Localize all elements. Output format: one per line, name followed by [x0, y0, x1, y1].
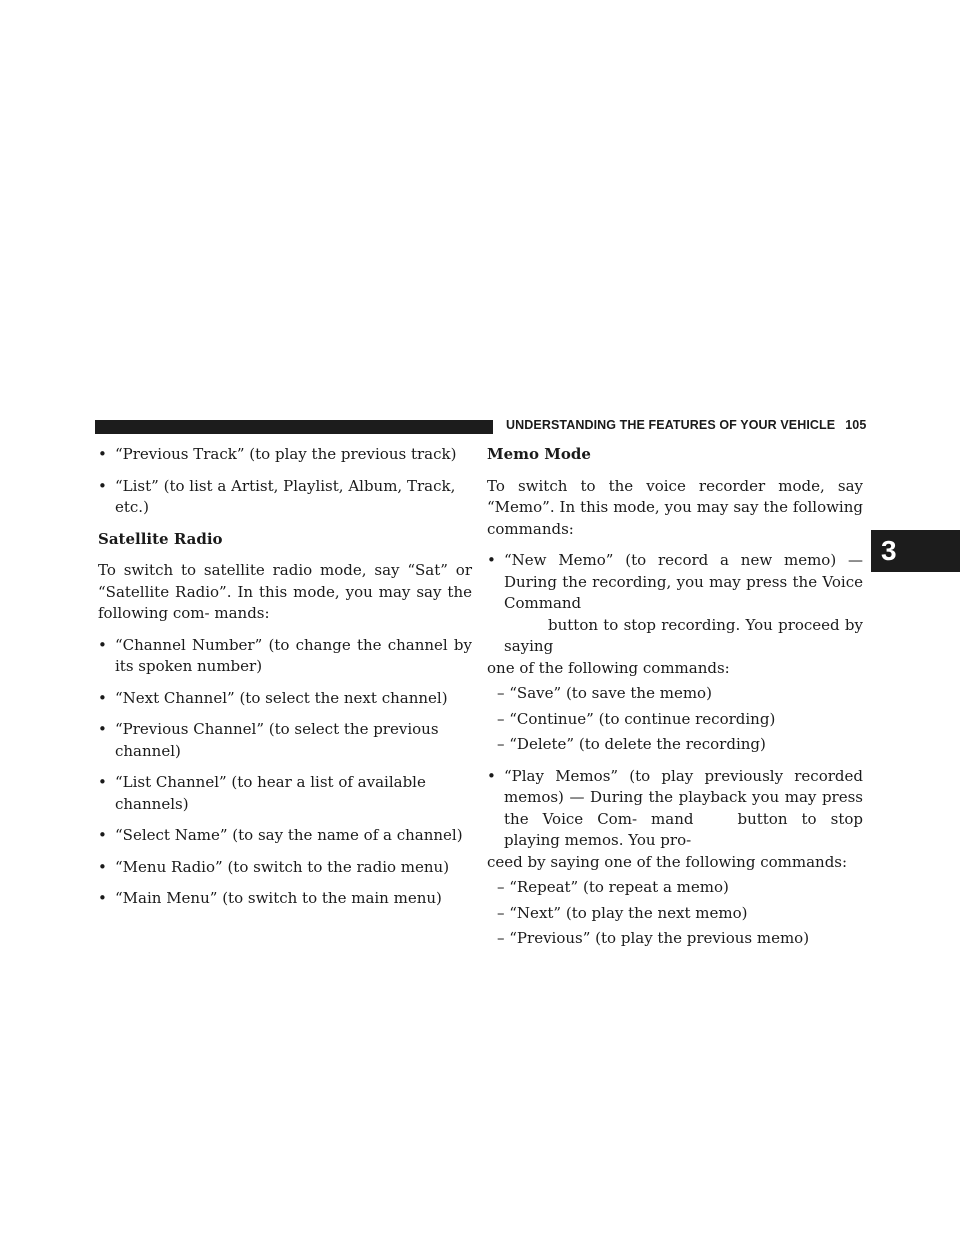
header-rule — [95, 420, 493, 434]
bullet-icon: • — [98, 826, 107, 844]
sub-item: – “Next” (to play the next memo) — [497, 903, 748, 922]
page-number: 105 — [845, 418, 867, 432]
bullet-icon: • — [98, 445, 107, 463]
sub-item: – “Delete” (to delete the recording) — [497, 735, 766, 753]
play-memos-text-cont: button to stop playing memos. You pro- — [504, 809, 863, 849]
running-header — [506, 418, 866, 432]
bullet-icon: • — [98, 857, 107, 876]
list-item — [98, 688, 472, 710]
new-memo-text-cont: button to stop recording. You proceed by saying — [504, 615, 863, 655]
list-item — [98, 476, 472, 519]
list-item — [98, 825, 472, 847]
list-item — [98, 857, 472, 879]
play-memos-text: “Play Memos” (to play previously recorded memos) — During the playback you may press the Voice Com- mand — [504, 766, 863, 828]
chapter-tab — [871, 530, 960, 572]
list-item — [98, 888, 472, 910]
bullet-icon: • — [98, 476, 107, 495]
sub-item: – “Continue” (to continue recording) — [497, 709, 776, 728]
memo-intro: To switch to the voice recorder mode, say “Memo”. In this mode, you may say the following commands: — [487, 476, 863, 538]
satellite-intro: To switch to satellite radio mode, say “Sat” or “Satellite Radio”. In this mode, you may say the following com- mands: — [98, 561, 472, 622]
bullet-text: “Main Menu” (to switch to the main menu) — [115, 889, 442, 907]
new-memo-text: “New Memo” (to record a new memo) — During the recording, you may press the Voice Command — [504, 551, 863, 612]
bullet-text — [504, 550, 863, 658]
bullet-text: “Menu Radio” (to switch to the radio menu) — [115, 857, 450, 876]
bullet-icon: • — [98, 635, 107, 654]
bullet-text: “Next Channel” (to select the next channel) — [115, 688, 448, 707]
bullet-icon: • — [98, 889, 107, 907]
sub-item: – “Save” (to save the memo) — [497, 684, 712, 702]
bullet-icon: • — [98, 720, 107, 738]
list-item — [98, 719, 472, 762]
list-item — [98, 772, 472, 815]
left-column — [98, 444, 472, 920]
sub-item: – “Repeat” (to repeat a memo) — [497, 878, 729, 896]
list-item — [98, 444, 472, 466]
bullet-text: “List” (to list a Artist, Playlist, Album, Track, etc.) — [115, 476, 456, 516]
chapter-number: 3 — [881, 535, 897, 566]
bullet-text — [504, 766, 863, 852]
play-memos-tail: ceed by saying one of the following commands: — [487, 852, 848, 871]
bullet-icon: • — [487, 766, 496, 785]
bullet-text: “Channel Number” (to change the channel by its spoken number) — [115, 635, 472, 675]
bullet-text: “Previous Track” (to play the previous track) — [115, 445, 457, 463]
list-item — [487, 550, 863, 658]
bullet-icon: • — [98, 773, 107, 791]
list-item — [98, 635, 472, 678]
list-item — [487, 766, 863, 852]
new-memo-tail: one of the following commands: — [487, 658, 730, 677]
bullet-icon: • — [487, 551, 496, 569]
sub-item: – “Previous” (to play the previous memo) — [497, 929, 810, 947]
header-title: UNDERSTANDING THE FEATURES OF YOUR VEHICLE — [506, 418, 836, 432]
section-heading-memo-mode: Memo Mode — [487, 445, 591, 463]
bullet-text: “Previous Channel” (to select the previous channel) — [115, 720, 439, 760]
bullet-text: “List Channel” (to hear a list of available channels) — [115, 773, 426, 813]
right-column — [487, 444, 863, 954]
bullet-icon: • — [98, 688, 107, 707]
bullet-text: “Select Name” (to say the name of a channel) — [115, 826, 463, 844]
section-heading-satellite-radio: Satellite Radio — [98, 529, 223, 548]
